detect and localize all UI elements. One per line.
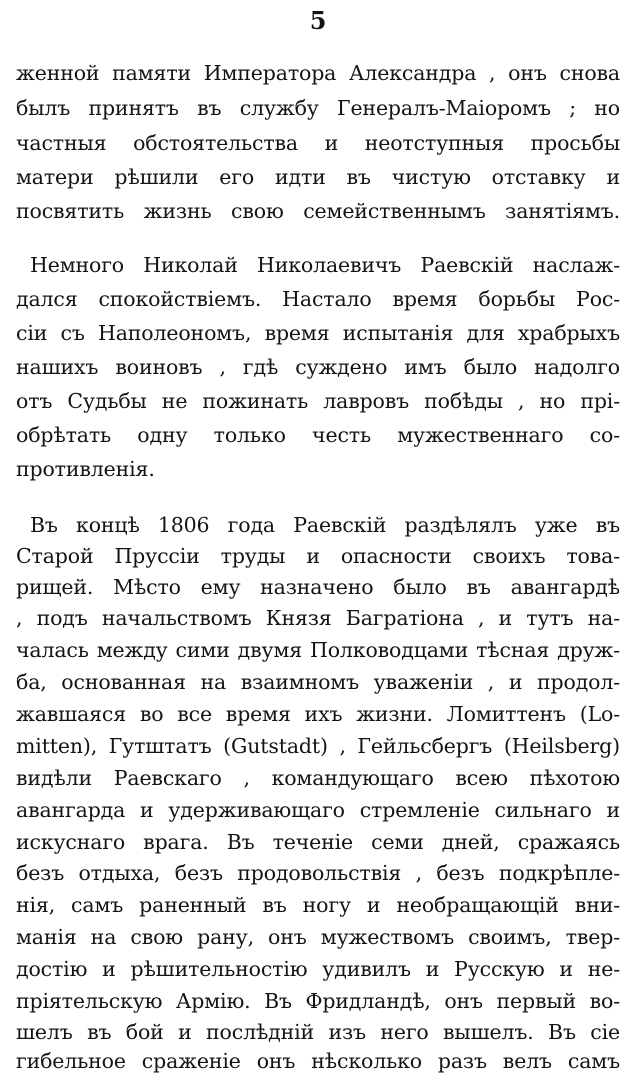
text-line: шелъ въ бой и послѣдній изъ него вышелъ. Въ сіе (16, 1020, 620, 1044)
text-line: нашихъ воиновъ , гдѣ суждено имъ было надолго (16, 355, 620, 379)
text-line: отъ Судьбы не пожинать лавровъ побѣды , но прі- (16, 389, 620, 413)
text-line: дался спокойствіемъ. Настало время борьбы Рос- (16, 287, 620, 311)
text-line: безъ отдыха, безъ продовольствія , безъ подкрѣпле- (16, 861, 620, 885)
page-number: 5 (309, 6, 327, 35)
text-line: рищей. Мѣсто ему назначено было въ авангардѣ (16, 575, 620, 599)
text-line: Старой Пруссіи труды и опасности своихъ това- (16, 544, 620, 568)
text-line: посвятить жизнь свою семейственнымъ занятіямъ. (16, 199, 620, 223)
text-line: нія, самъ раненный въ ногу и необращающій вни- (16, 893, 620, 917)
text-line: искуснаго врага. Въ теченіе семи дней, сражаясь (16, 830, 620, 854)
text-line: матери рѣшили его идти въ чистую отставку и (16, 165, 620, 189)
text-line: обрѣтать одну только честь мужественнаго со- (16, 423, 620, 447)
text-line: жавшаяся во все время ихъ жизни. Ломиттенъ (Lo- (16, 702, 620, 726)
text-line: достію и рѣшительностію удивилъ и Русскую и не- (16, 957, 620, 981)
text-line: былъ принятъ въ службу Генералъ-Маіоромъ ; но (16, 96, 620, 120)
text-line: гибельное сраженіе онъ нѣсколько разъ велъ самъ (16, 1049, 620, 1073)
text-line: манія на свою рану, онъ мужествомъ своимъ, твер- (16, 925, 620, 949)
text-line: ба, основанная на взаимномъ уваженіи , и продол- (16, 670, 620, 694)
text-line: Въ концѣ 1806 года Раевскій раздѣлялъ уже въ (30, 513, 620, 537)
text-line: частныя обстоятельства и неотступныя просьбы (16, 131, 620, 155)
text-line: пріятельскую Армію. Въ Фридландѣ, онъ первый во- (16, 989, 620, 1013)
text-line: видѣли Раевскаго , командующаго всею пѣхотою (16, 766, 620, 790)
text-line: Немного Николай Николаевичъ Раевскій наслаж- (30, 253, 620, 277)
text-line: , подъ начальствомъ Князя Багратіона , и тутъ на- (16, 606, 620, 630)
text-line: mitten), Гутштатъ (Gutstadt) , Гейльсбергъ (Heilsberg) (16, 734, 620, 758)
text-line: женной памяти Императора Александра , онъ снова (16, 61, 620, 85)
text-line: противленія. (16, 457, 155, 481)
text-line: чалась между сими двумя Полководцами тѣсная друж- (16, 638, 620, 662)
text-line: авангарда и удерживающаго стремленіе сильнаго и (16, 798, 620, 822)
text-line: сіи съ Наполеономъ, время испытанія для храбрыхъ (16, 321, 620, 345)
